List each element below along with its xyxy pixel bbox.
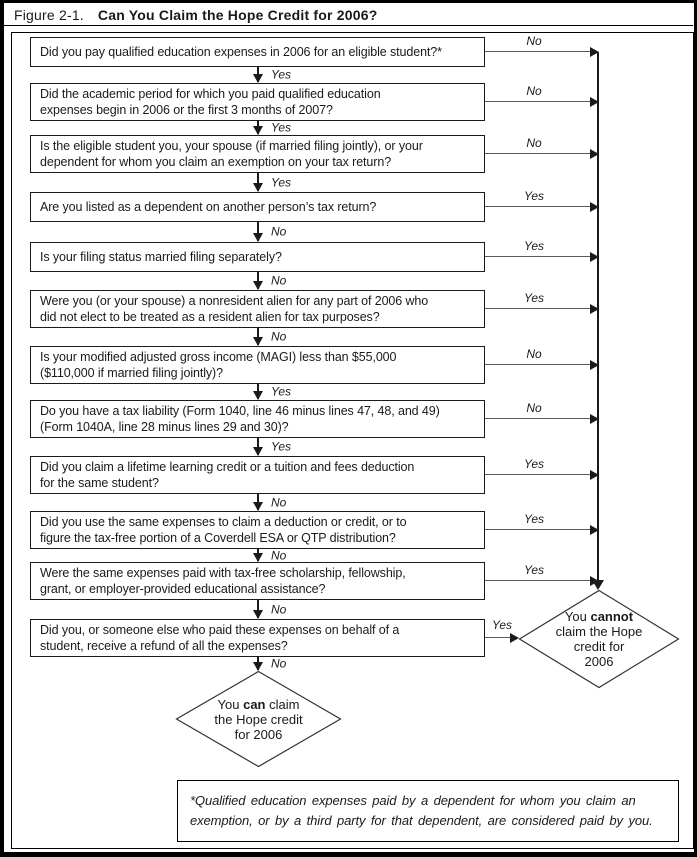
- arrowhead-down-icon: [253, 74, 263, 83]
- arrow-label: Yes: [271, 67, 292, 82]
- arrow-line: [485, 153, 591, 154]
- arrow-label: Yes: [271, 174, 292, 189]
- can-claim-text: [214, 697, 302, 742]
- question-text: Did you claim a lifetime learning credit or a tuition and fees deduction: [40, 460, 415, 474]
- arrow-down: [244, 67, 314, 83]
- diamond-text-bold: cannot: [590, 609, 634, 624]
- arrow-down: [244, 328, 314, 346]
- question-text: Did the academic period for which you paid qualified education: [40, 87, 381, 101]
- arrow-label: No: [526, 34, 542, 48]
- arrowhead-down-icon: [253, 610, 263, 619]
- arrowhead-down-icon: [253, 447, 263, 456]
- arrow-right: [485, 47, 599, 57]
- arrow-label: No: [526, 84, 542, 98]
- arrow-label: No: [526, 347, 542, 361]
- question-text: (Form 1040A, line 28 minus lines 29 and 30)?: [40, 420, 289, 434]
- arrow-down: [244, 272, 314, 290]
- arrow-down: [244, 222, 314, 242]
- question-text: Are you listed as a dependent on another person’s tax return?: [40, 200, 377, 214]
- question-text: Were you (or your spouse) a nonresident alien for any part of 2006 who: [40, 294, 429, 308]
- arrow-label: No: [271, 601, 287, 616]
- figure-title: [14, 7, 377, 23]
- arrow-down: [244, 173, 314, 192]
- arrow-label: No: [271, 329, 287, 344]
- arrowhead-down-icon: [253, 233, 263, 242]
- footnote-text: *Qualified education expenses paid by a dependent for whom you claim an: [190, 793, 636, 808]
- arrowhead-down-icon: [253, 183, 263, 192]
- arrowhead-down-icon: [253, 337, 263, 346]
- question-text: student, receive a refund of all the expenses?: [40, 639, 288, 653]
- arrow-label: No: [526, 136, 542, 150]
- arrow-label: No: [271, 656, 287, 671]
- question-text: Is the eligible student you, your spouse (if married filing jointly), or your: [40, 139, 423, 153]
- arrow-right: [485, 304, 599, 314]
- footnote-text: exemption, or by a third party for that dependent, are considered paid by you.: [190, 813, 653, 828]
- question-box-6: [30, 290, 485, 328]
- question-text: Is your filing status married filing separately?: [40, 250, 282, 264]
- arrow-line: [485, 580, 591, 581]
- arrow-right: [485, 252, 599, 262]
- arrow-label: Yes: [523, 189, 544, 203]
- question-text: Is your modified adjusted gross income (MAGI) less than $55,000: [40, 350, 397, 364]
- arrow-label: No: [526, 401, 542, 415]
- arrow-right: [485, 525, 599, 535]
- question-text: dependent for whom you claim an exemption on your tax return?: [40, 155, 392, 169]
- arrow-line: [485, 256, 591, 257]
- diamond-text-part: for 2006: [234, 726, 283, 742]
- question-text: ($110,000 if married filing jointly)?: [40, 366, 223, 380]
- can-claim-diamond: [175, 670, 342, 768]
- figure-number: Figure 2-1.: [14, 7, 84, 23]
- arrow-down: [244, 494, 314, 511]
- arrowhead-down-icon: [253, 281, 263, 290]
- arrow-right: [485, 202, 599, 212]
- arrow-label: No: [271, 273, 287, 288]
- question-box-10: [30, 511, 485, 549]
- question-box-1: [30, 37, 485, 67]
- arrow-right: [485, 633, 519, 643]
- question-text: grant, or employer-provided educational assistance?: [40, 582, 326, 596]
- diamond-text-part: claim: [265, 696, 300, 712]
- arrow-line: [485, 418, 591, 419]
- arrow-label: Yes: [491, 618, 512, 632]
- question-text: expenses begin in 2006 or the first 3 months of 2007?: [40, 103, 333, 117]
- arrow-label: No: [271, 547, 287, 562]
- cannot-claim-diamond: [518, 589, 680, 689]
- arrow-label: Yes: [271, 120, 292, 135]
- question-box-3: [30, 135, 485, 173]
- collector-line: [597, 52, 599, 581]
- arrow-line: [485, 474, 591, 475]
- question-text: Were the same expenses paid with tax-free scholarship, fellowship,: [40, 566, 406, 580]
- arrow-down: [244, 121, 314, 135]
- question-box-2: [30, 83, 485, 121]
- diamond-text-part: 2006: [584, 654, 614, 669]
- arrow-line: [485, 529, 591, 530]
- figure-title-text: Can You Claim the Hope Credit for 2006?: [97, 7, 378, 23]
- arrow-right: [485, 576, 599, 586]
- arrow-label: Yes: [523, 239, 544, 253]
- arrow-right: [485, 149, 599, 159]
- arrow-line: [485, 364, 591, 365]
- question-text: for the same student?: [40, 476, 159, 490]
- arrowhead-down-icon: [253, 553, 263, 562]
- arrowhead-down-icon: [253, 391, 263, 400]
- diamond-text-part: claim the Hope: [555, 624, 643, 639]
- question-text: Did you, or someone else who paid these expenses on behalf of a: [40, 623, 400, 637]
- arrow-right: [485, 414, 599, 424]
- arrow-down: [244, 549, 314, 562]
- diamond-text-bold: can: [243, 696, 266, 712]
- question-text: Did you pay qualified education expenses in 2006 for an eligible student?*: [40, 45, 442, 59]
- question-box-9: [30, 456, 485, 494]
- question-box-7: [30, 346, 485, 384]
- arrow-label: Yes: [271, 384, 292, 399]
- question-text: figure the tax-free portion of a Coverdell ESA or QTP distribution?: [40, 531, 396, 545]
- arrow-label: Yes: [523, 563, 544, 577]
- arrow-down: [244, 384, 314, 400]
- arrow-label: Yes: [523, 291, 544, 305]
- title-divider: [4, 25, 693, 26]
- arrowhead-down-icon: [253, 126, 263, 135]
- arrow-right: [485, 360, 599, 370]
- question-box-11: [30, 562, 485, 600]
- arrowhead-down-icon: [253, 502, 263, 511]
- arrow-down: [244, 657, 314, 671]
- question-box-8: [30, 400, 485, 438]
- arrow-label: Yes: [523, 512, 544, 526]
- question-box-5: [30, 242, 485, 272]
- arrow-line: [485, 206, 591, 207]
- arrow-line: [485, 308, 591, 309]
- cannot-claim-text: [556, 609, 643, 669]
- question-text: Do you have a tax liability (Form 1040, line 46 minus lines 47, 48, and 49): [40, 404, 440, 418]
- arrow-label: No: [271, 494, 287, 509]
- arrow-label: Yes: [523, 457, 544, 471]
- footnote-box: [177, 780, 679, 842]
- arrow-right: [485, 97, 599, 107]
- question-text: Did you use the same expenses to claim a deduction or credit, or to: [40, 515, 407, 529]
- diamond-text-part: You: [217, 696, 244, 712]
- diamond-text-part: credit for: [573, 639, 625, 654]
- diamond-text-part: the Hope credit: [214, 711, 303, 727]
- arrow-label: No: [271, 224, 287, 239]
- arrow-line: [485, 51, 591, 52]
- arrow-line: [485, 101, 591, 102]
- question-box-4: [30, 192, 485, 222]
- question-box-12: [30, 619, 485, 657]
- diamond-text-part: You: [564, 609, 591, 624]
- arrow-right: [485, 470, 599, 480]
- arrow-label: Yes: [271, 439, 292, 454]
- arrow-down: [244, 438, 314, 456]
- arrow-line: [485, 637, 511, 638]
- question-text: did not elect to be treated as a resident alien for tax purposes?: [40, 310, 380, 324]
- arrow-down: [244, 600, 314, 619]
